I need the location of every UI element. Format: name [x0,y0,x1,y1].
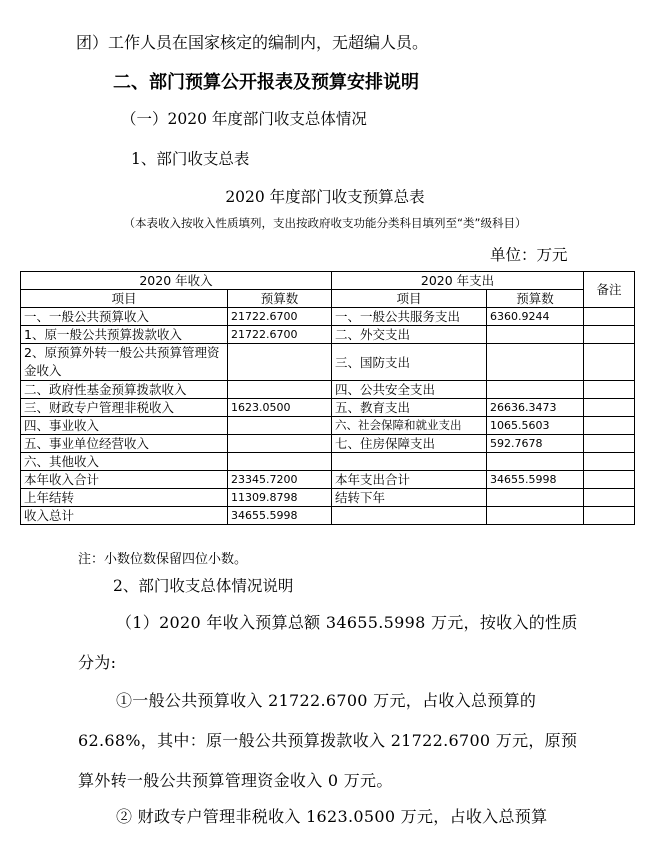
table-row [21,308,635,326]
income-item-header: 项目 [21,290,228,308]
remark-cell [584,489,635,507]
expense-item: 结转下年 [332,489,487,507]
remark-cell [584,381,635,399]
expense-item: 六、社会保障和就业支出 [332,417,487,435]
expense-value [487,344,584,381]
expense-value [487,326,584,344]
remark-cell [584,435,635,453]
table-note: （本表收入按收入性质填列，支出按政府收支功能分类科目填列至“类”级科目） [123,216,527,230]
income-value [228,435,332,453]
income-value [228,417,332,435]
table-row [21,489,635,507]
table-row [21,326,635,344]
expense-value: 6360.9244 [487,308,584,326]
expense-item: 三、国防支出 [332,344,487,381]
income-item: 收入总计 [21,507,228,525]
table-row [21,417,635,435]
expense-item [332,453,487,471]
expense-item-header: 项目 [332,290,487,308]
income-item: 一、一般公共预算收入 [21,308,228,326]
sub-item-heading: 1、部门收支总表 [131,150,250,168]
remark-header: 备注 [584,272,635,308]
expense-budget-header: 预算数 [487,290,584,308]
budget-table [20,271,635,525]
income-value [228,381,332,399]
income-item: 四、事业收入 [21,417,228,435]
expense-value [487,381,584,399]
table-row [21,471,635,489]
expense-value [487,453,584,471]
remark-cell [584,308,635,326]
table-row [21,344,635,381]
table-row [21,399,635,417]
expense-value: 34655.5998 [487,471,584,489]
income-item: 三、财政专户管理非税收入 [21,399,228,417]
income-item: 1、原一般公共预算拨款收入 [21,326,228,344]
income-item: 二、政府性基金预算拨款收入 [21,381,228,399]
section-heading: 二、部门预算公开报表及预算安排说明 [113,72,419,93]
expense-item: 本年支出合计 [332,471,487,489]
subsection-heading: （一）2020 年度部门收支总体情况 [121,110,367,128]
expense-value [487,507,584,525]
income-value: 21722.6700 [228,308,332,326]
expense-item: 五、教育支出 [332,399,487,417]
paragraph-3: ② 财政专户管理非税收入 1623.0500 万元，占收入总预算 [116,807,548,826]
income-budget-header: 预算数 [228,290,332,308]
remark-cell [584,326,635,344]
income-value: 11309.8798 [228,489,332,507]
remark-cell [584,344,635,381]
expense-item: 二、外交支出 [332,326,487,344]
income-item: 2、原预算外转一般公共预算管理资金收入 [21,344,228,381]
expense-item: 一、一般公共服务支出 [332,308,487,326]
paragraph-2: ①一般公共预算收入 21722.6700 万元，占收入总预算的 62.68%，其中：原一般公共预算拨款收入 21722.6700 万元，原预算外转一般公共预算管理资金收入 0 万元。 [78,691,578,790]
expense-value: 1065.5603 [487,417,584,435]
remark-cell [584,471,635,489]
table-row [21,435,635,453]
expense-value [487,489,584,507]
expense-value: 592.7678 [487,435,584,453]
income-value: 23345.7200 [228,471,332,489]
remark-cell [584,507,635,525]
expense-item: 七、住房保障支出 [332,435,487,453]
expense-item: 四、公共安全支出 [332,381,487,399]
table-row [21,453,635,471]
table-row [21,381,635,399]
table-title: 2020 年度部门收支预算总表 [225,188,425,206]
income-value: 21722.6700 [228,326,332,344]
income-item: 六、其他收入 [21,453,228,471]
unit-label: 单位：万元 [490,246,568,264]
table-footnote: 注：小数位数保留四位小数。 [78,552,248,567]
table-header-row [21,272,635,290]
table-row [21,507,635,525]
sub-item2-heading: 2、部门收支总体情况说明 [113,577,294,595]
income-item: 上年结转 [21,489,228,507]
income-header: 2020 年收入 [21,272,332,290]
income-value: 34655.5998 [228,507,332,525]
remark-cell [584,453,635,471]
income-item: 五、事业单位经营收入 [21,435,228,453]
expense-item [332,507,487,525]
income-value: 1623.0500 [228,399,332,417]
income-item: 本年收入合计 [21,471,228,489]
paragraph-1: （1）2020 年收入预算总额 34655.5998 万元，按收入的性质分为: [78,613,578,672]
table-subheader-row [21,290,635,308]
expense-header: 2020 年支出 [332,272,584,290]
income-value [228,344,332,381]
remark-cell [584,399,635,417]
expense-value: 26636.3473 [487,399,584,417]
intro-line: 团）工作人员在国家核定的编制内，无超编人员。 [76,33,429,52]
income-value [228,453,332,471]
remark-cell [584,417,635,435]
